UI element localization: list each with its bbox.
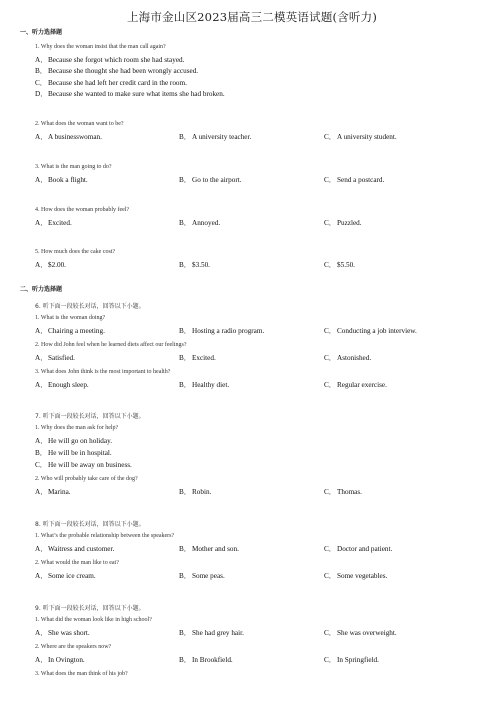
q1-option-c[interactable]: C．Because she had left her credit card in the room.	[35, 79, 187, 87]
q5-option-b[interactable]: B．$3.50.	[179, 261, 210, 269]
question-9-3: 3. What does the man think of his job?	[35, 671, 128, 677]
q6-1-option-b[interactable]: B．Hosting a radio program.	[179, 327, 265, 335]
q4-option-b[interactable]: B．Annoyed.	[179, 219, 221, 227]
q9-1-option-c[interactable]: C．She was overweight.	[324, 629, 397, 637]
q9-1-option-a[interactable]: A．She was short.	[35, 629, 90, 637]
question-7-2: 2. Who will probably take care of the dog?	[35, 476, 138, 482]
q7-2-option-a[interactable]: A．Marina.	[35, 488, 71, 496]
question-9-1: 1. What did the woman look like in high school?	[35, 617, 152, 623]
q6-2-option-c[interactable]: C．Astonished.	[324, 354, 372, 362]
q7-2-option-b[interactable]: B．Robin.	[179, 488, 212, 496]
question-8-1: 1. What’s the probable relationship between the speakers?	[35, 533, 175, 539]
q8-2-option-c[interactable]: C．Some vegetables.	[324, 572, 388, 580]
question-1: 1. Why does the woman insist that the man call again?	[35, 44, 166, 50]
question-6-intro: 6. 听下面一段较长对话，回答以下小题。	[35, 303, 145, 310]
q3-option-a[interactable]: A．Book a flight.	[35, 176, 88, 184]
q7-2-option-c[interactable]: C．Thomas.	[324, 488, 362, 496]
q8-2-option-a[interactable]: A．Some ice cream.	[35, 572, 96, 580]
q6-3-option-c[interactable]: C．Regular exercise.	[324, 381, 387, 389]
q9-2-option-b[interactable]: B．In Brookfield.	[179, 656, 233, 664]
question-6-3: 3. What does John think is the most important to health?	[35, 369, 171, 375]
question-8-2: 2. What would the man like to eat?	[35, 560, 119, 566]
q7-1-option-a[interactable]: A．He will go on holiday.	[35, 437, 113, 445]
q3-option-c[interactable]: C．Send a postcard.	[324, 176, 385, 184]
question-3: 3. What is the man going to do?	[35, 164, 112, 170]
question-8-intro: 8. 听下面一段较长对话，回答以下小题。	[35, 521, 145, 528]
question-2: 2. What does the woman want to be?	[35, 121, 124, 127]
question-9-2: 2. Where are the speakers now?	[35, 644, 112, 650]
q8-1-option-c[interactable]: C．Doctor and patient.	[324, 545, 393, 553]
section-heading-2: 二、听力选择题	[20, 286, 63, 293]
q5-option-c[interactable]: C．$5.50.	[324, 261, 355, 269]
q6-1-option-a[interactable]: A．Chairing a meeting.	[35, 327, 105, 335]
question-6-1: 1. What is the woman doing?	[35, 315, 106, 321]
section-heading-1: 一、听力选择题	[20, 29, 63, 36]
q8-1-option-b[interactable]: B．Mother and son.	[179, 545, 239, 553]
q5-option-a[interactable]: A．$2.00.	[35, 261, 66, 269]
q2-option-c[interactable]: C．A university student.	[324, 133, 397, 141]
question-9-intro: 9. 听下面一段较长对话，回答以下小题。	[35, 605, 145, 612]
q1-option-d[interactable]: D．Because she wanted to make sure what items she had broken.	[35, 90, 225, 98]
q9-2-option-a[interactable]: A．In Ovington.	[35, 656, 85, 664]
q6-2-option-b[interactable]: B．Excited.	[179, 354, 216, 362]
q6-2-option-a[interactable]: A．Satisfied.	[35, 354, 75, 362]
q3-option-b[interactable]: B．Go to the airport.	[179, 176, 242, 184]
q6-3-option-a[interactable]: A．Enough sleep.	[35, 381, 89, 389]
q7-1-option-b[interactable]: B．He will be in hospital.	[35, 449, 112, 457]
question-5: 5. How much does the cake cost?	[35, 249, 116, 255]
q1-option-a[interactable]: A．Because she forgot which room she had stayed.	[35, 56, 185, 64]
q6-1-option-c[interactable]: C．Conducting a job interview.	[324, 327, 417, 335]
q9-1-option-b[interactable]: B．She had grey hair.	[179, 629, 244, 637]
q8-2-option-b[interactable]: B．Some peas.	[179, 572, 225, 580]
q2-option-a[interactable]: A．A businesswoman.	[35, 133, 102, 141]
question-4: 4. How does the woman probably feel?	[35, 207, 130, 213]
q4-option-a[interactable]: A．Excited.	[35, 219, 72, 227]
q7-1-option-c[interactable]: C．He will be away on business.	[35, 461, 132, 469]
q8-1-option-a[interactable]: A．Waitress and customer.	[35, 545, 115, 553]
q6-3-option-b[interactable]: B．Healthy diet.	[179, 381, 230, 389]
q1-option-b[interactable]: B．Because she thought she had been wrongly accused.	[35, 67, 199, 75]
q2-option-b[interactable]: B．A university teacher.	[179, 133, 252, 141]
page-title: 上海市金山区2023届高三二模英语试题(含听力)	[126, 10, 378, 24]
q9-2-option-c[interactable]: C．In Springfield.	[324, 656, 379, 664]
question-6-2: 2. How did John feel when he learned diets affect our feelings?	[35, 342, 187, 348]
q4-option-c[interactable]: C．Puzzled.	[324, 219, 362, 227]
question-7-1: 1. Why does the man ask for help?	[35, 425, 119, 431]
question-7-intro: 7. 听下面一段较长对话，回答以下小题。	[35, 413, 145, 420]
